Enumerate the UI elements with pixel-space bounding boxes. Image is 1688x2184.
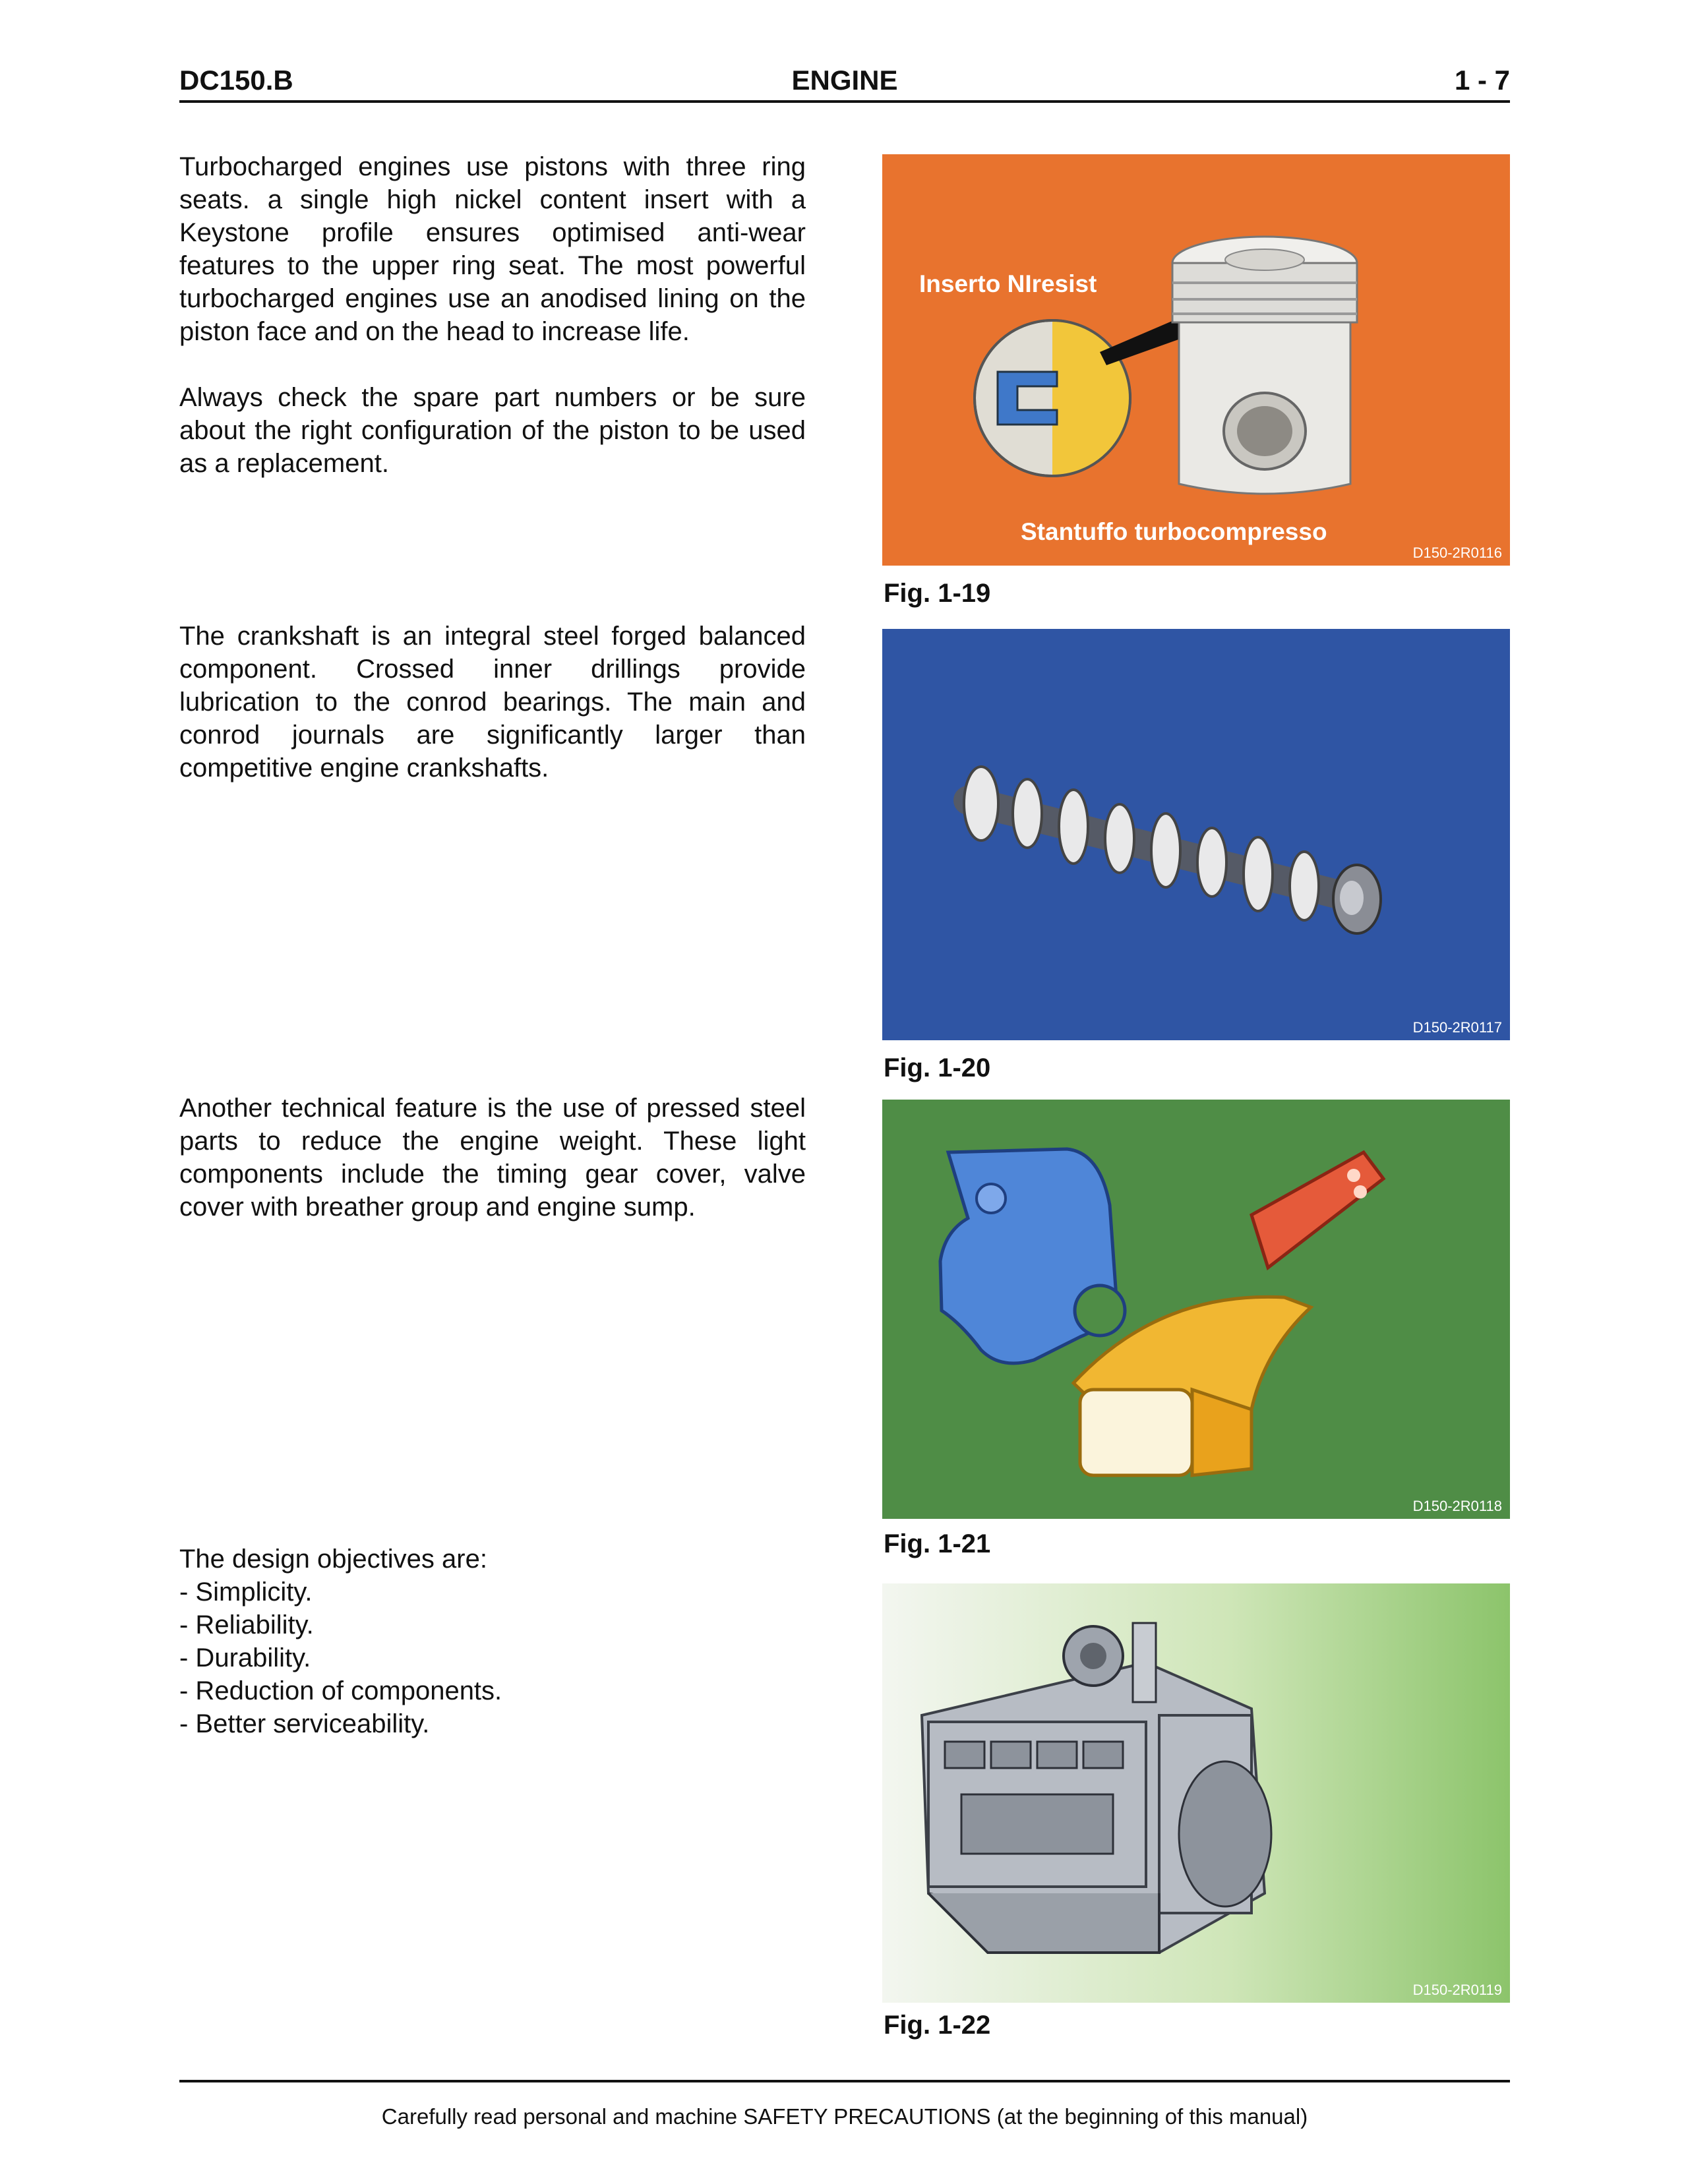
figure-piston bbox=[882, 154, 1510, 566]
design-objectives bbox=[179, 1543, 806, 1740]
crankshaft-paragraph: The crankshaft is an integral steel forged balanced component. Crossed inner drillings provide lubrication to the conrod bearings. The main and conrod journals are significantly larger than competitive engine crankshafts. bbox=[179, 622, 806, 782]
figure-pressed-steel-parts bbox=[882, 1100, 1510, 1519]
safety-footer: Carefully read personal and machine SAFETY PRECAUTIONS (at the beginning of this manual) bbox=[381, 2104, 1308, 2129]
figure-caption: Fig. 1-20 bbox=[884, 1053, 991, 1082]
engine-illustration bbox=[882, 1583, 1510, 2003]
document-code: DC150.B bbox=[179, 65, 293, 96]
objective-item: - Simplicity. bbox=[179, 1578, 313, 1607]
crankshaft-illustration bbox=[882, 629, 1510, 1040]
piston-paragraph: Turbocharged engines use pistons with three ring seats. a single high nickel content insert with a Keystone profile ensures optimised anti-wear features to the upper ring seat. The most powerful turbocharged engines use an anodised lining on the piston face and on the head to increase life. bbox=[179, 152, 806, 346]
objectives-intro: The design objectives are: bbox=[179, 1545, 487, 1574]
objective-item: - Durability. bbox=[179, 1643, 311, 1672]
figure-caption: Fig. 1-22 bbox=[884, 2011, 991, 2040]
spare-parts-paragraph: Always check the spare part numbers or be sure about the right configuration of the piston to be used as a replacement. bbox=[179, 383, 806, 478]
page-number: 1 - 7 bbox=[1454, 65, 1510, 96]
figure-crankshaft bbox=[882, 629, 1510, 1040]
figure-caption: Fig. 1-21 bbox=[884, 1529, 991, 1558]
objective-item: - Better serviceability. bbox=[179, 1709, 430, 1738]
figure-code: D150-2R0117 bbox=[1412, 1019, 1502, 1036]
figure-caption: Fig. 1-19 bbox=[884, 579, 991, 608]
footer-rule bbox=[179, 2080, 1510, 2082]
piston-illustration bbox=[882, 154, 1510, 566]
pressed-steel-illustration bbox=[882, 1100, 1510, 1519]
figure-code: D150-2R0119 bbox=[1412, 1982, 1502, 1998]
piston-label: Stantuffo turbocompresso bbox=[1021, 518, 1327, 545]
objective-item: - Reliability. bbox=[179, 1610, 314, 1639]
figure-engine bbox=[882, 1583, 1510, 2003]
section-title: ENGINE bbox=[791, 65, 898, 96]
pressed-steel-paragraph: Another technical feature is the use of pressed steel parts to reduce the engine weight. These light components include the timing gear cover, valve cover with breather group and engine sump. bbox=[179, 1094, 806, 1222]
objective-item: - Reduction of components. bbox=[179, 1676, 502, 1705]
page-header bbox=[179, 61, 1510, 103]
insert-label: Inserto NIresist bbox=[919, 270, 1097, 297]
figure-code: D150-2R0116 bbox=[1412, 545, 1502, 561]
figure-code: D150-2R0118 bbox=[1412, 1498, 1502, 1514]
